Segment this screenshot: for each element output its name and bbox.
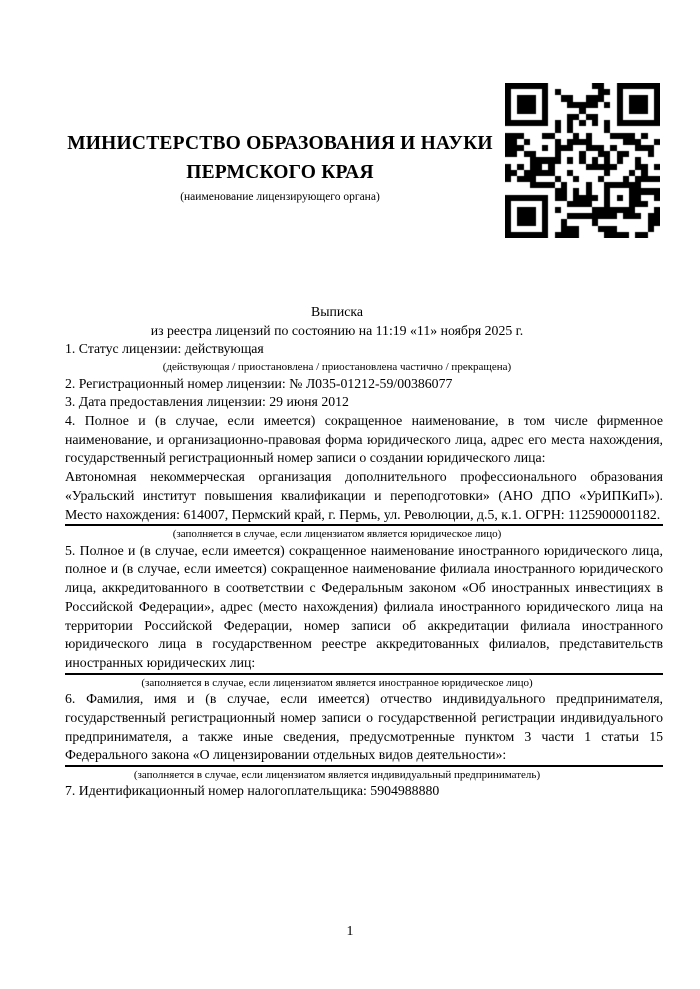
licensing-authority-caption: (наименование лицензирующего органа) [180, 191, 380, 203]
registration-number-item: 2. Регистрационный номер лицензии: № Л035-01212-59/00386077 [65, 375, 453, 391]
ministry-name-line2: ПЕРМСКОГО КРАЯ [186, 161, 374, 183]
foreign-entity-label: 5. Полное и (в случае, если имеется) сокращенное наименование иностранного юридического лица, полное и (в случае, если имеется) сокращенное наименование филиала иностранного юридического лица, аккредитованного в соответствии с Федеральным законом «Об иностранных инвестициях в Российской Федерации», адрес (место нахождения) филиала иностранного юридического лица на территории Российской Федерации, номер записи об аккредитации филиала иностранного юридического лица в государственном реестре аккредитованных филиалов, представительств иностранных юридических лиц: [65, 542, 663, 670]
ministry-name-line1: МИНИСТЕРСТВО ОБРАЗОВАНИЯ И НАУКИ [67, 133, 493, 154]
document-title: Выписка [311, 304, 363, 319]
page-number: 1 [346, 923, 354, 938]
license-status-item: 1. Статус лицензии: действующая [65, 341, 264, 357]
document-subtitle: из реестра лицензий по состоянию на 11:19 «11» ноября 2025 г. [150, 322, 524, 338]
license-status-options-note: (действующая / приостановлена / приостановлена частично / прекращена) [162, 361, 512, 374]
document-body [65, 303, 663, 801]
legal-entity-fill-note: (заполняется в случае, если лицензиатом является юридическое лицо) [65, 524, 663, 542]
licensing-authority-header [60, 130, 500, 204]
grant-date-item: 3. Дата предоставления лицензии: 29 июня 2012 [65, 394, 349, 410]
legal-entity-label: 4. Полное и (в случае, если имеется) сокращенное наименование, в том числе фирменное наименование, и организационно-правовая форма юридического лица, адрес его места нахождения, государственный регистрационный номер записи о создании юридического лица: [65, 413, 663, 466]
qr-code [505, 83, 660, 238]
individual-entrepreneur-label: 6. Фамилия, имя и (в случае, если имеется) отчество индивидуального предпринимателя, государственный регистрационный номер записи о государственной регистрации индивидуального предпринимателя, а также иные сведения, предусмотренные пунктом 3 части 1 статьи 15 Федерального закона «О лицензировании отдельных видов деятельности»: [65, 691, 663, 763]
foreign-entity-fill-note: (заполняется в случае, если лицензиатом является иностранное юридическое лицо) [65, 673, 663, 691]
taxpayer-number-item: 7. Идентификационный номер налогоплательщика: 5904988880 [65, 783, 440, 799]
individual-entrepreneur-fill-note: (заполняется в случае, если лицензиатом является индивидуальный предприниматель) [65, 765, 663, 783]
legal-entity-value: Автономная некоммерческая организация дополнительного профессионального образования «Уральский институт повышения квалификации и переподготовки» (АНО ДПО «УрИПКиП»). Место нахождения: 614007, Пермский край, г. Пермь, ул. Революции, д.5, к.1. ОГРН: 1125900001182. [65, 469, 663, 522]
